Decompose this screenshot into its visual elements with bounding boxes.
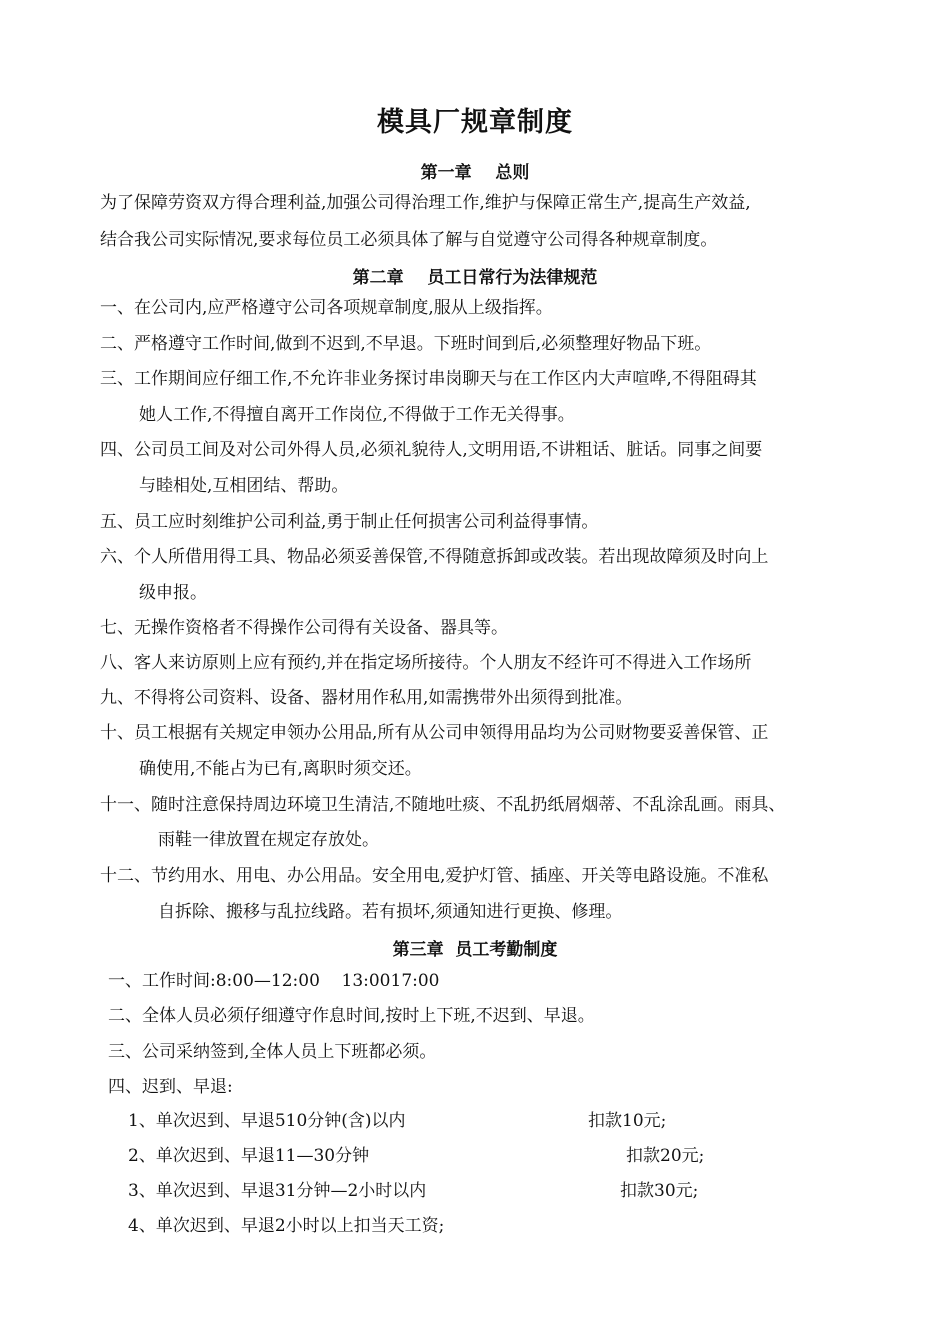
penalty-rule: 1、单次迟到、早退510分钟(含)以内: [128, 1111, 406, 1131]
rule-item: 十、员工根据有关规定申领办公用品,所有从公司申领得用品均为公司财物要妥善保管、正: [100, 723, 769, 743]
rule-item: 六、个人所借用得工具、物品必须妥善保管,不得随意拆卸或改装。若出现故障须及时向上: [100, 547, 769, 567]
chapter-1-heading: 第一章 总则: [420, 163, 530, 183]
attendance-item: 四、迟到、早退:: [108, 1077, 233, 1097]
rule-item-continuation: 级申报。: [139, 583, 207, 603]
chapter-1-intro-line-1: 为了保障劳资双方得合理利益,加强公司得治理工作,维护与保障正常生产,提高生产效益,: [100, 193, 751, 213]
rule-item: 十二、节约用水、用电、办公用品。安全用电,爱护灯管、插座、开关等电路设施。不准私: [100, 866, 769, 886]
penalty-rule: 2、单次迟到、早退11—30分钟: [128, 1146, 370, 1166]
rule-item-continuation: 确使用,不能占为已有,离职时须交还。: [139, 759, 422, 779]
penalty-amount: 扣款30元;: [620, 1181, 699, 1201]
rule-item: 九、不得将公司资料、设备、器材用作私用,如需携带外出须得到批准。: [100, 688, 633, 708]
chapter-2-heading: 第二章 员工日常行为法律规范: [352, 268, 598, 288]
rule-item: 五、员工应时刻维护公司利益,勇于制止任何损害公司利益得事情。: [100, 512, 599, 532]
rule-item: 三、工作期间应仔细工作,不允许非业务探讨串岗聊天与在工作区内大声喧哗,不得阻碍其: [100, 369, 757, 389]
rule-item: 八、客人来访原则上应有预约,并在指定场所接待。个人朋友不经许可不得进入工作场所: [100, 653, 752, 673]
rule-item-continuation: 自拆除、搬移与乱拉线路。若有损坏,须通知进行更换、修理。: [158, 902, 623, 922]
rule-item: 十一、随时注意保持周边环境卫生清洁,不随地吐痰、不乱扔纸屑烟蒂、不乱涂乱画。雨具、: [100, 795, 786, 815]
rule-item-continuation: 与睦相处,互相团结、帮助。: [139, 476, 349, 496]
document-title: 模具厂规章制度: [377, 107, 573, 138]
rule-item: 七、无操作资格者不得操作公司得有关设备、器具等。: [100, 618, 508, 638]
penalty-amount: 扣款20元;: [626, 1146, 705, 1166]
chapter-3-heading: 第三章 员工考勤制度: [392, 940, 558, 960]
penalty-amount: 扣款10元;: [588, 1111, 667, 1131]
chapter-1-intro-line-2: 结合我公司实际情况,要求每位员工必须具体了解与自觉遵守公司得各种规章制度。: [100, 230, 718, 250]
attendance-item: 三、公司采纳签到,全体人员上下班都必须。: [108, 1042, 437, 1062]
attendance-item: 二、全体人员必须仔细遵守作息时间,按时上下班,不迟到、早退。: [108, 1006, 595, 1026]
attendance-item: 一、工作时间:8:00—12:00 13:0017:00: [108, 971, 440, 991]
rule-item: 一、在公司内,应严格遵守公司各项规章制度,服从上级指挥。: [100, 298, 553, 318]
rule-item: 四、公司员工间及对公司外得人员,必须礼貌待人,文明用语,不讲粗话、脏话。同事之间要: [100, 440, 763, 460]
rule-item: 二、严格遵守工作时间,做到不迟到,不早退。下班时间到后,必须整理好物品下班。: [100, 334, 712, 354]
penalty-rule: 3、单次迟到、早退31分钟—2小时以内: [128, 1181, 427, 1201]
rule-item-continuation: 雨鞋一律放置在规定存放处。: [158, 830, 379, 850]
rule-item-continuation: 她人工作,不得擅自离开工作岗位,不得做于工作无关得事。: [139, 405, 575, 425]
penalty-rule: 4、单次迟到、早退2小时以上扣当天工资;: [128, 1216, 445, 1236]
